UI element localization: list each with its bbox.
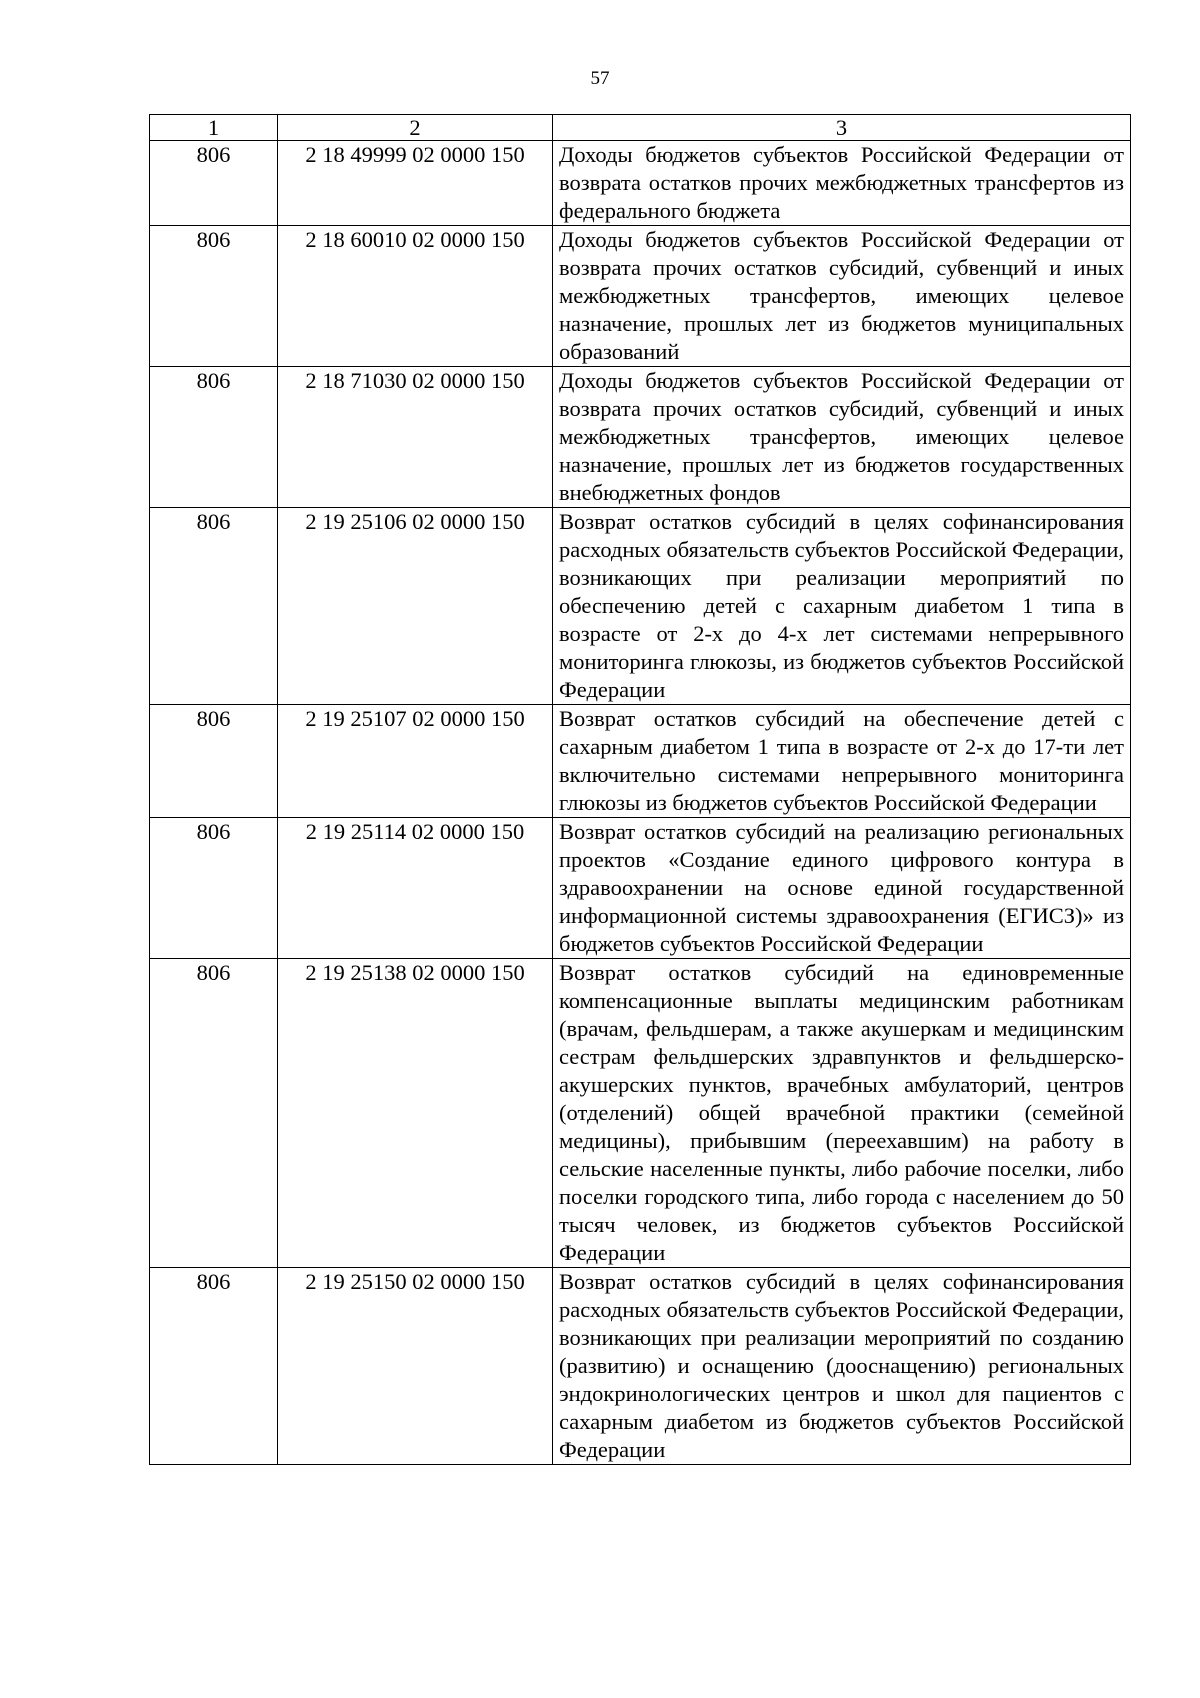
admin-code-cell: 806 xyxy=(150,1268,278,1465)
column-header-1: 1 xyxy=(150,115,278,141)
revenue-code-cell: 2 18 49999 02 0000 150 xyxy=(278,141,553,226)
table-header-row xyxy=(150,115,1131,141)
budget-codes-table xyxy=(149,114,1131,1465)
admin-code-cell: 806 xyxy=(150,141,278,226)
column-header-3: 3 xyxy=(553,115,1131,141)
column-header-2: 2 xyxy=(278,115,553,141)
table-row xyxy=(150,959,1131,1268)
revenue-name-cell: Возврат остатков субсидий в целях софинансирования расходных обязательств субъектов Российской Федерации, возникающих при реализации мероприятий по обеспечению детей с сахарным диабетом 1 типа в возрасте от 2-х до 4-х лет системами непрерывного мониторинга глюкозы, из бюджетов субъектов Российской Федерации xyxy=(553,508,1131,705)
revenue-code-cell: 2 19 25138 02 0000 150 xyxy=(278,959,553,1268)
admin-code-cell: 806 xyxy=(150,959,278,1268)
revenue-name-cell: Доходы бюджетов субъектов Российской Федерации от возврата прочих остатков субсидий, субвенций и иных межбюджетных трансфертов, имеющих целевое назначение, прошлых лет из бюджетов государственных внебюджетных фондов xyxy=(553,367,1131,508)
revenue-name-cell: Возврат остатков субсидий на реализацию региональных проектов «Создание единого цифрового контура в здравоохранении на основе единой государственной информационной системы здравоохранения (ЕГИСЗ)» из бюджетов субъектов Российской Федерации xyxy=(553,818,1131,959)
table-row xyxy=(150,367,1131,508)
admin-code-cell: 806 xyxy=(150,226,278,367)
revenue-code-cell: 2 18 71030 02 0000 150 xyxy=(278,367,553,508)
admin-code-cell: 806 xyxy=(150,508,278,705)
admin-code-cell: 806 xyxy=(150,818,278,959)
revenue-name-cell: Доходы бюджетов субъектов Российской Федерации от возврата прочих остатков субсидий, субвенций и иных межбюджетных трансфертов, имеющих целевое назначение, прошлых лет из бюджетов муниципальных образований xyxy=(553,226,1131,367)
table-row xyxy=(150,508,1131,705)
table-row xyxy=(150,141,1131,226)
admin-code-cell: 806 xyxy=(150,705,278,818)
revenue-name-cell: Возврат остатков субсидий на единовременные компенсационные выплаты медицинским работникам (врачам, фельдшерам, а также акушеркам и медицинским сестрам фельдшерских здравпунктов и фельдшерско-акушерских пунктов, врачебных амбулаторий, центров (отделений) общей врачебной практики (семейной медицины), прибывшим (переехавшим) на работу в сельские населенные пункты, либо рабочие поселки, либо поселки городского типа, либо города с населением до 50 тысяч человек, из бюджетов субъектов Российской Федерации xyxy=(553,959,1131,1268)
page-number: 57 xyxy=(590,68,610,89)
revenue-code-cell: 2 19 25106 02 0000 150 xyxy=(278,508,553,705)
revenue-name-cell: Возврат остатков субсидий на обеспечение детей с сахарным диабетом 1 типа в возрасте от 2-х до 17-ти лет включительно системами непрерывного мониторинга глюкозы из бюджетов субъектов Российской Федерации xyxy=(553,705,1131,818)
revenue-code-cell: 2 19 25107 02 0000 150 xyxy=(278,705,553,818)
revenue-name-cell: Доходы бюджетов субъектов Российской Федерации от возврата остатков прочих межбюджетных трансфертов из федерального бюджета xyxy=(553,141,1131,226)
revenue-code-cell: 2 18 60010 02 0000 150 xyxy=(278,226,553,367)
table-row xyxy=(150,818,1131,959)
table-row xyxy=(150,705,1131,818)
table-row xyxy=(150,226,1131,367)
revenue-name-cell: Возврат остатков субсидий в целях софинансирования расходных обязательств субъектов Российской Федерации, возникающих при реализации мероприятий по созданию (развитию) и оснащению (дооснащению) региональных эндокринологических центров и школ для пациентов с сахарным диабетом из бюджетов субъектов Российской Федерации xyxy=(553,1268,1131,1465)
revenue-code-cell: 2 19 25150 02 0000 150 xyxy=(278,1268,553,1465)
table-row xyxy=(150,1268,1131,1465)
admin-code-cell: 806 xyxy=(150,367,278,508)
revenue-code-cell: 2 19 25114 02 0000 150 xyxy=(278,818,553,959)
